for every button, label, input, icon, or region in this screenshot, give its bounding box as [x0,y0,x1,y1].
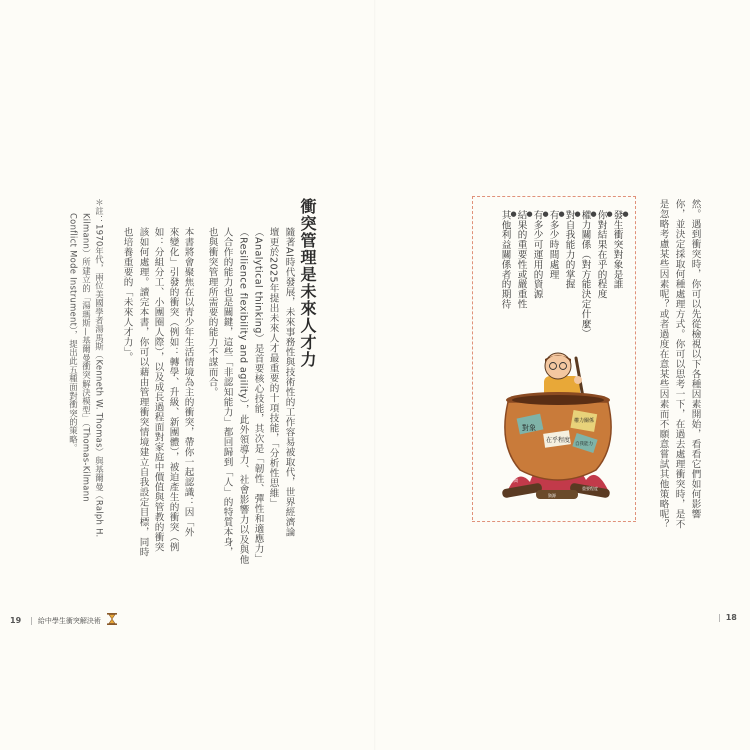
pot-label: 對象 [522,424,536,432]
section-title: 衝突管理是未來人才力 [298,198,317,368]
factor-item: ● 你對結果在乎的程度 [596,210,613,299]
footnote-line: ＊註：1970年代，兩位美國學者湯馬斯（Kenneth W. Thomas）與基爾曼（Ralph H. [94,198,105,538]
body-line: 人合作的能力也是關鍵，這些「非認知能力」都回歸到「人」的特質本身， [221,227,233,557]
body-line: （Resilience flexibility and agility），此外領導力、社會影響力以及與他 [237,227,249,565]
factor-item: ● 對自我能力的掌握 [564,210,581,289]
body-line: （Analytical thinking）是首要核心技能，其次是「韌性、彈性和適應力」 [252,227,264,564]
pot-label: 在乎程度 [546,437,571,444]
log-label: 時間 [510,478,518,483]
body-line: 本書將會聚焦在以青少年生活情境為主的衝突，帶你一起認識：因「外 [182,227,194,537]
factor-item: ● 權力關係（對方能決定什麼） [580,210,597,339]
left-folio: 19 | 給中學生衝突解決術 [10,613,117,626]
body-line: 也與衝突管理所需要的能力不謀而合。 [206,227,218,397]
cauldron-illustration [490,350,625,505]
factor-item: ● 有多少可運用的資源 [532,210,549,299]
hourglass-icon [107,613,117,625]
gutter [374,0,376,750]
factor-item: ● 其他利益關係者的期待 [500,210,517,309]
footnote-line: Kilmann）所建立的「湯瑪斯—基爾曼衝突解決模型」（Thomas-Kilmann [81,213,92,502]
body-line: 也培養重要的「未來人才力」。 [121,227,133,363]
intro-line: 然。遇到衝突時，你可以先從檢視以下各種因素開始，看看它們如何影響 [689,199,701,519]
running-head: 給中學生衝突解決術 [37,617,101,625]
factor-item: ● 結果的重要性或嚴重性 [516,210,533,309]
log-label: 資源 [548,493,556,498]
body-line: 該如何處理。讀完本書，你可以藉由管理衝突情境建立自我設定目標，同時 [137,227,149,557]
right-folio: | 18 [718,613,737,622]
pot-label: 自我能力 [575,442,593,447]
page-number: 18 [725,613,737,622]
frame-bottom [472,521,636,522]
intro-line: 是忽略考慮某些因素呢？或者過度在意某些因素而不願意嘗試其他策略呢？ [657,199,669,529]
pot-label: 權力關係 [574,418,595,424]
body-line: 隨著AI時代發展，未來事務性與技術性的工作容易被取代，世界經濟論 [283,227,295,538]
body-line: 如：分組分工、小團圈人際），以及成長過程面對家庭中價值與管教的衝突 [152,227,164,553]
intro-line: 你，並決定採取何種處理方式。你可以思考一下，在過去處理衝突時，是不 [673,199,685,529]
body-line: 來變化」引發的衝突（例如：轉學、升級、新團體），被迫產生的衝突（例 [167,227,179,553]
page-number: 19 [10,616,22,625]
factor-item: ● 發生衝突對象是誰 [612,210,629,289]
body-line: 壇更於2025年提出未來人才最重要的十項技能，「分析性思維」 [267,227,279,509]
footnote-line: Conflict Mode Instrument），提出此五種面對衝突的策略。 [68,213,79,453]
factor-item: ● 有多少時間處理 [548,210,565,279]
log-label: 重要程度 [582,486,598,491]
